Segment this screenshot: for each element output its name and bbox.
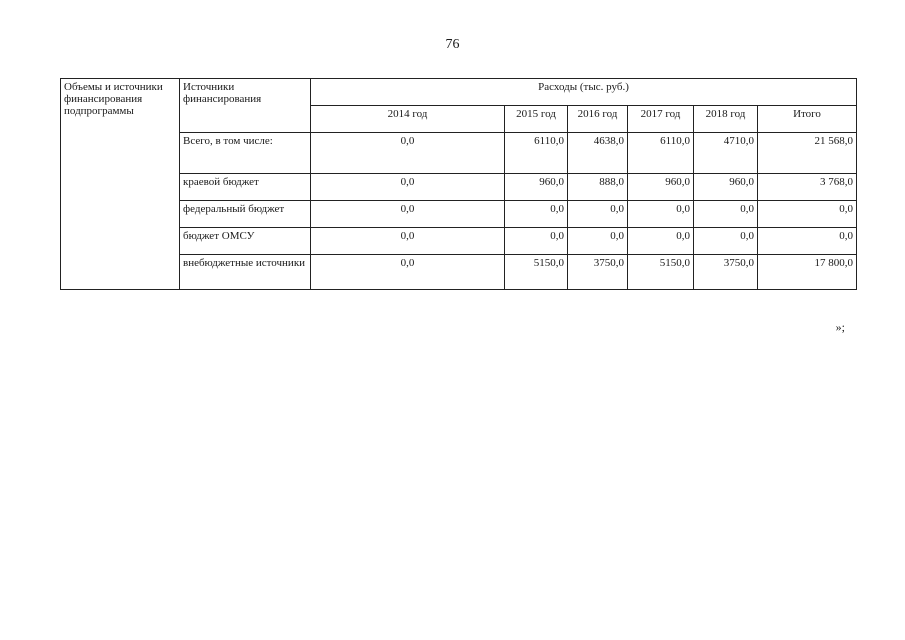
value-cell: 5150,0 xyxy=(628,255,694,290)
column-header-2015: 2015 год xyxy=(505,106,568,133)
source-cell: бюджет ОМСУ xyxy=(180,228,311,255)
value-cell: 0,0 xyxy=(311,228,505,255)
source-cell: федеральный бюджет xyxy=(180,201,311,228)
value-cell: 888,0 xyxy=(568,174,628,201)
closing-quote-mark: »; xyxy=(835,320,845,334)
sources-header: Источники финансирования xyxy=(180,79,311,133)
row-label: Объемы и источники финансирования подпрограммы xyxy=(61,79,180,290)
expenses-header: Расходы (тыс. руб.) xyxy=(311,79,857,106)
value-cell: 5150,0 xyxy=(505,255,568,290)
value-cell: 4710,0 xyxy=(694,133,758,174)
value-cell: 0,0 xyxy=(628,201,694,228)
value-cell: 0,0 xyxy=(694,201,758,228)
value-cell: 3750,0 xyxy=(568,255,628,290)
table-row xyxy=(61,255,857,290)
value-cell: 6110,0 xyxy=(505,133,568,174)
column-header-2016: 2016 год xyxy=(568,106,628,133)
value-cell: 0,0 xyxy=(694,228,758,255)
source-cell: внебюджетные источники xyxy=(180,255,311,290)
value-cell: 0,0 xyxy=(758,201,857,228)
value-cell: 0,0 xyxy=(505,201,568,228)
table-row xyxy=(61,133,857,174)
value-cell: 0,0 xyxy=(568,201,628,228)
value-cell: 0,0 xyxy=(568,228,628,255)
value-cell: 960,0 xyxy=(628,174,694,201)
value-cell: 0,0 xyxy=(628,228,694,255)
value-cell: 0,0 xyxy=(311,174,505,201)
value-cell: 0,0 xyxy=(758,228,857,255)
source-cell: краевой бюджет xyxy=(180,174,311,201)
value-cell: 0,0 xyxy=(311,201,505,228)
column-header-total: Итого xyxy=(758,106,857,133)
value-cell: 3750,0 xyxy=(694,255,758,290)
table-row xyxy=(61,174,857,201)
source-cell: Всего, в том числе: xyxy=(180,133,311,174)
column-header-2017: 2017 год xyxy=(628,106,694,133)
column-header-2014: 2014 год xyxy=(311,106,505,133)
page-number: 76 xyxy=(445,37,460,52)
value-cell: 3 768,0 xyxy=(758,174,857,201)
value-cell: 17 800,0 xyxy=(758,255,857,290)
financing-table xyxy=(60,78,857,290)
value-cell: 960,0 xyxy=(505,174,568,201)
value-cell: 6110,0 xyxy=(628,133,694,174)
value-cell: 960,0 xyxy=(694,174,758,201)
value-cell: 0,0 xyxy=(311,133,505,174)
table-row xyxy=(61,201,857,228)
table-row xyxy=(61,228,857,255)
value-cell: 0,0 xyxy=(311,255,505,290)
column-header-2018: 2018 год xyxy=(694,106,758,133)
value-cell: 0,0 xyxy=(505,228,568,255)
value-cell: 21 568,0 xyxy=(758,133,857,174)
value-cell: 4638,0 xyxy=(568,133,628,174)
